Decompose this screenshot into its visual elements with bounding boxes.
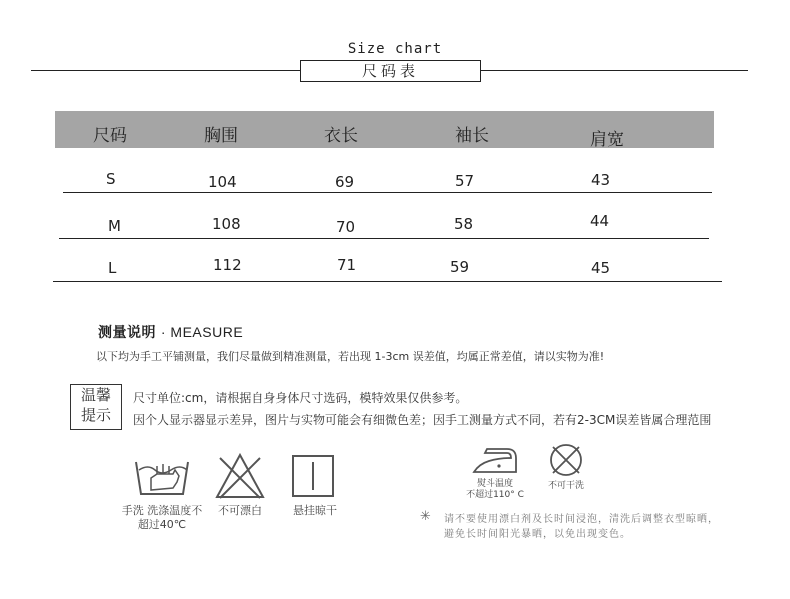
- iron-label-line2: 不超过110° C: [466, 490, 524, 500]
- row-divider: [53, 281, 722, 282]
- table-cell: 112: [213, 256, 242, 274]
- handwash-icon: [133, 452, 191, 500]
- row-divider: [59, 238, 709, 239]
- measure-subtitle: · MEASURE: [160, 324, 244, 340]
- table-cell: M: [108, 217, 121, 235]
- header-shoulder: 肩宽: [590, 130, 624, 150]
- row-divider: [63, 192, 712, 193]
- header-sleeve: 袖长: [455, 126, 489, 146]
- size-chart-title-cn: 尺码表: [300, 60, 481, 82]
- iron-label-line1: 熨斗温度: [476, 479, 513, 489]
- hang-dry-label: 悬挂晾干: [293, 504, 337, 517]
- tip-line-1: 尺寸单位:cm，请根据自身身体尺寸选码，模特效果仅供参考。: [133, 391, 468, 405]
- header-length: 衣长: [324, 126, 358, 146]
- table-cell: 44: [590, 212, 610, 230]
- table-cell: S: [106, 170, 116, 188]
- no-bleach-icon: [214, 452, 266, 500]
- care-note: [444, 512, 719, 542]
- care-note-line2: 避免长时间阳光暴晒，以免出现变色。: [444, 529, 631, 540]
- no-bleach-label: 不可漂白: [218, 504, 262, 517]
- handwash-label: [114, 504, 210, 532]
- table-cell: 104: [208, 173, 237, 191]
- table-cell: 57: [455, 172, 475, 190]
- header-chest: 胸围: [204, 126, 238, 146]
- no-dryclean-icon: [548, 442, 584, 478]
- tips-label-line2: 提示: [80, 406, 111, 424]
- measure-description: 以下均为手工平铺测量，我们尽量做到精准测量，若出现 1-3cm 误差值，均属正常差值，请以实物为准!: [96, 350, 605, 363]
- iron-label: [455, 479, 535, 501]
- table-cell: 58: [454, 215, 474, 233]
- handwash-label-line2: 超过40℃: [137, 518, 187, 531]
- care-note-line1: 请不要使用漂白剂及长时间浸泡，清洗后调整衣型晾晒，: [444, 514, 719, 525]
- iron-icon: [471, 445, 519, 475]
- table-cell: 43: [591, 171, 611, 189]
- tips-label-box: [70, 384, 122, 430]
- no-dryclean-label: 不可干洗: [547, 481, 584, 491]
- table-cell: 108: [212, 215, 241, 233]
- asterisk-icon: ✳: [420, 509, 431, 524]
- tip-line-2: 因个人显示器显示差异，图片与实物可能会有细微色差；因手工测量方式不同，若有2-3CM误差皆属合理范围: [133, 413, 712, 427]
- table-cell: 69: [335, 173, 355, 191]
- table-cell: 45: [591, 259, 611, 277]
- header-size: 尺码: [93, 126, 127, 146]
- table-cell: 59: [450, 258, 470, 276]
- table-cell: 70: [336, 218, 356, 236]
- tips-label-line1: 温馨: [80, 386, 111, 404]
- table-cell: L: [108, 259, 117, 277]
- size-chart-title-en: Size chart: [347, 41, 443, 57]
- measure-heading: [98, 322, 243, 342]
- measure-title: 测量说明: [98, 325, 156, 341]
- table-cell: 71: [337, 256, 357, 274]
- handwash-label-line1: 手洗 洗涤温度不: [121, 504, 203, 517]
- hang-dry-icon: [291, 454, 335, 498]
